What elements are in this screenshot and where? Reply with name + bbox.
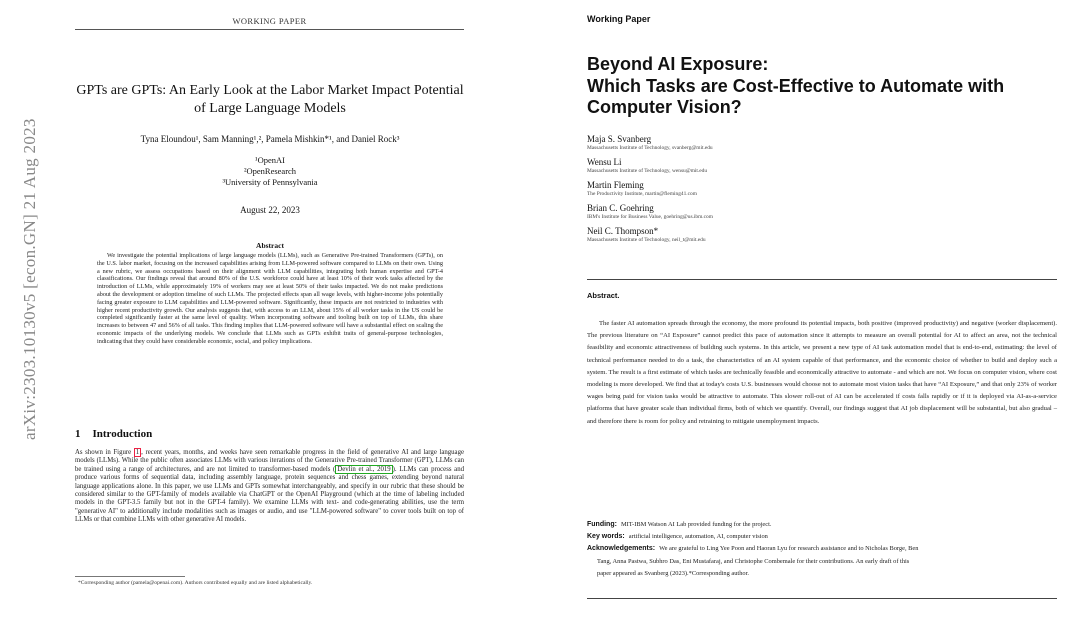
author-entry bbox=[587, 203, 1047, 221]
left-date: August 22, 2023 bbox=[240, 205, 300, 215]
right-abstract-heading: Abstract. bbox=[587, 291, 620, 300]
right-paper-page bbox=[540, 0, 1080, 636]
acknowledgements-label: Acknowledgements: bbox=[587, 545, 656, 553]
author-name: Brian C. Goehring bbox=[587, 203, 654, 213]
citation-link[interactable]: Devlin et al., 2019 bbox=[337, 465, 391, 473]
affiliation: ³University of Pennsylvania bbox=[222, 177, 318, 187]
right-running-header: Working Paper bbox=[587, 14, 651, 24]
right-paper-title bbox=[587, 54, 1067, 119]
text-run: As shown in Figure bbox=[75, 449, 134, 456]
header-rule bbox=[75, 29, 464, 30]
left-abstract-text: We investigate the potential implications of large language models (LLMs), such as Generative Pre-trained Transformers (GPTs), on the U.S. labor market, focusing on the increased capabilities arising from LLM-powered software compared to LLMs on their own. Using a new rubric, we assess occupations based on their alignment with LLM capabilities, integrating both human expertise and GPT-4 classifications. Our findings reveal that around 80% of the U.S. workforce could have at least 10% of their work tasks affected by the introduction of LLMs, while approximately 19% of workers may see at least 50% of their tasks impacted. We do not make predictions about the development or adoption timeline of such LLMs. The projected effects span all wage levels, with higher-income jobs potentially facing greater exposure to LLM capabilities and LLM-powered software. Significantly, these impacts are not restricted to industries with higher recent productivity growth. Our analysis suggests that, with access to an LLM, about 15% of all worker tasks in the US could be completed significantly faster at the same level of quality. When incorporating software and tooling built on top of LLMs, this share increases to between 47 and 56% of all tasks. This finding implies that LLM-powered software will have a substantial effect on scaling the economic impacts of the underlying models. We conclude that LLMs such as GPTs exhibit traits of general-purpose technologies, indicating that they could have considerable economic, social, and policy implications. bbox=[97, 252, 443, 345]
funding-row bbox=[587, 519, 1057, 531]
title-line: Computer Vision? bbox=[587, 97, 742, 117]
acknowledgements-line: paper appeared as Svanberg (2023).*Corresponding author. bbox=[597, 569, 749, 577]
intro-section-heading bbox=[75, 428, 164, 440]
acknowledgements-line: Tang, Anna Pastwa, Subhro Das, Eni Mustafaraj, and Christophe Combemale for their contributions. An early draft of this bbox=[597, 557, 910, 565]
left-abstract-heading: Abstract bbox=[256, 241, 284, 250]
acknowledgements-row bbox=[587, 543, 1057, 555]
left-paper-page bbox=[0, 0, 520, 636]
acknowledgements-text: We are grateful to Ling Yee Poon and Haoran Lyu for research assistance and to Nicholas Borge, Ben bbox=[659, 545, 919, 553]
author-name: Wensu Li bbox=[587, 157, 622, 167]
author-entry bbox=[587, 157, 1047, 175]
keywords-text: artificial intelligence, automation, AI, computer vision bbox=[628, 533, 768, 541]
keywords-label: Key words: bbox=[587, 533, 625, 541]
right-author-list bbox=[587, 134, 1047, 249]
text-run: , recent years, months, and weeks have seen remarkable progress in the field of generative AI and large language models (LLMs). While the public often associates LLMs with various iterations of the Generative Pre-trained Transformer (GPT), LLMs can be trained using a range of architectures, and are not limited to transformer-based models ( bbox=[75, 449, 464, 473]
author-affiliation: Massachusetts Institute of Technology, svanberg@mit.edu bbox=[587, 145, 713, 151]
author-affiliation: Massachusetts Institute of Technology, wensu@mit.edu bbox=[587, 168, 708, 174]
right-abstract-text: The faster AI automation spreads through the economy, the more profound its potential impacts, both positive (improved productivity) and negative (worker displacement). The previous literature on “AI Exposure” cannot predict this pace of automation since it attempts to measure an overall potential for AI to affect an area, not the technical feasibility and economic attractiveness of building such systems. In this article, we present a new type of AI task automation model that is end-to-end, estimating: the level of technical performance needed to do a task, the characteristics of an AI system capable of that performance, and the economic choice of whether to build and deploy such a system. The result is a first estimate of which tasks are technically feasible and economically attractive to automate - and which are not. We focus on computer vision, where cost modeling is more developed. We find that at today's costs U.S. businesses would choose not to automate most vision tasks that have “AI Exposure,” and that only 23% of worker wages being paid for vision tasks would be attractive to automate. This slower roll-out of AI can be accelerated if costs falls rapidly or if it is deployed via AI-as-a-service platforms that have greater scale than individual firms, both of which we quantify. Overall, our findings suggest that AI job displacement will be substantial, but also gradual – and therefore there is room for policy and retraining to mitigate unemployment impacts. bbox=[587, 320, 1057, 425]
title-line: Beyond AI Exposure: bbox=[587, 54, 769, 74]
text-run: ). LLMs can process and produce various forms of sequential data, including assembly language, protein sequences and chess games, extending beyond natural language applications alone. In this paper, we use LLMs and GPTs somewhat interchangeably, and specify in our rubric that these should be considered similar to the GPT-family of models available via ChatGPT or the OpenAI Playground (which at the time of labeling included models in the GPT-3.5 family but not in the GPT-4 family). We examine LLMs with text- and code-generating abilities, use the term "generative AI" to additionally include modalities such as images or audio, and use "LLM-powered software" to cover tools built on top of LLMs or that combine LLMs with other generative AI models. bbox=[75, 465, 464, 524]
left-authors: Tyna Eloundou¹, Sam Manning¹,², Pamela Mishkin*¹, and Daniel Rock³ bbox=[140, 134, 400, 144]
author-affiliation: The Productivity Institute, martin@fleming41.com bbox=[587, 191, 697, 197]
arxiv-identifier[interactable]: arXiv:2303.10130v5 [econ.GN] 21 Aug 2023 bbox=[20, 118, 39, 440]
abstract-top-rule bbox=[587, 279, 1057, 280]
left-paper-title bbox=[70, 82, 470, 118]
author-entry bbox=[587, 134, 1047, 152]
author-affiliation: Massachusetts Institute of Technology, neil_t@mit.edu bbox=[587, 237, 706, 243]
author-name: Martin Fleming bbox=[587, 180, 644, 190]
author-name: Maja S. Svanberg bbox=[587, 134, 652, 144]
funding-text: MIT-IBM Watson AI Lab provided funding for the project. bbox=[620, 521, 772, 528]
footnote-rule bbox=[75, 576, 185, 577]
funding-label: Funding: bbox=[587, 521, 617, 528]
affiliation: ¹OpenAI bbox=[255, 155, 285, 165]
section-title: Introduction bbox=[92, 428, 153, 440]
title-line: GPTs are GPTs: An Early Look at the Labor Market Impact Potential bbox=[76, 83, 464, 98]
intro-paragraph bbox=[75, 449, 464, 525]
author-entry bbox=[587, 226, 1047, 244]
footnote: *Corresponding author (pamela@openai.com). Authors contributed equally and are listed alphabetically. bbox=[78, 580, 313, 586]
title-line: Which Tasks are Cost-Effective to Automate with bbox=[587, 75, 1005, 96]
metadata-bottom-rule bbox=[587, 598, 1057, 599]
author-name: Neil C. Thompson* bbox=[587, 226, 659, 236]
left-running-header: WORKING PAPER bbox=[232, 16, 307, 26]
left-affiliations bbox=[70, 155, 470, 188]
author-entry bbox=[587, 180, 1047, 198]
figure-link[interactable]: 1 bbox=[135, 449, 140, 456]
paper-metadata bbox=[587, 519, 1057, 580]
author-affiliation: IBM's Institute for Business Value, goehring@us.ibm.com bbox=[587, 214, 713, 220]
title-line: of Large Language Models bbox=[194, 101, 346, 116]
affiliation: ²OpenResearch bbox=[243, 166, 297, 176]
keywords-row bbox=[587, 531, 1057, 543]
section-number: 1 bbox=[75, 428, 81, 440]
